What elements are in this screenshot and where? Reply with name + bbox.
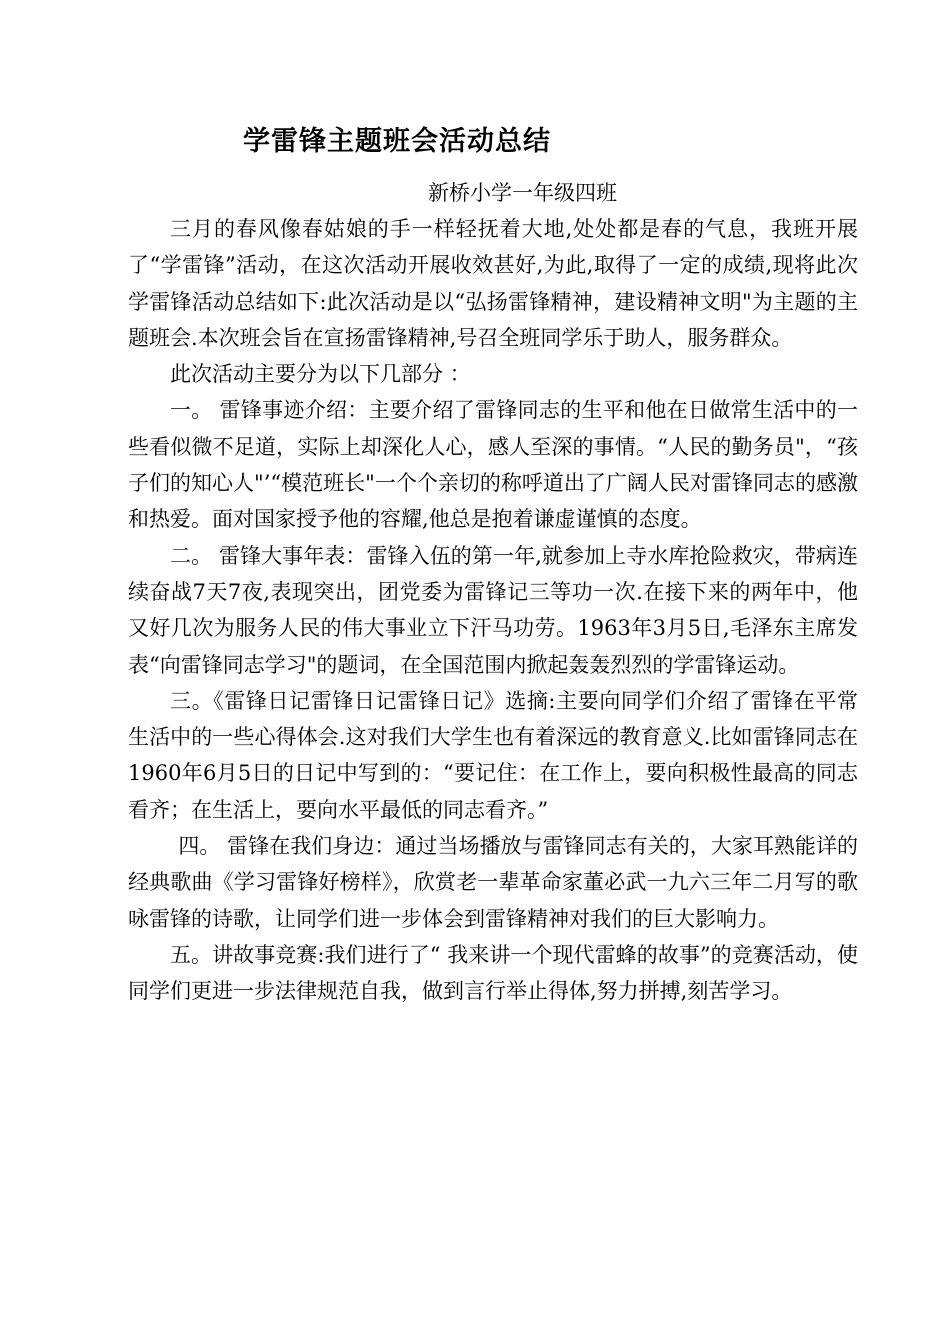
paragraph-part-3: 三。《雷锋日记雷锋日记雷锋日记》选摘:主要向同学们介绍了雷锋在平常生活中的一些心得体会.这对我们大学生也有着深远的教育意义.比如雷锋同志在1960年6月5日的日记中写到的：“要记住：在工作上，要向积极性最高的同志看齐；在生活上，要向水平最低的同志看齐。” [128, 688, 858, 822]
paragraph-part-4: 四。 雷锋在我们身边：通过当场播放与雷锋同志有关的，大家耳熟能详的经典歌曲《学习雷锋好榜样》，欣赏老一辈革命家董必武一九六三年二月写的歌咏雷锋的诗歌，让同学们进一步体会到雷锋精神对我们的巨大影响力。 [128, 834, 858, 931]
document-body [128, 211, 858, 1010]
paragraph-part-5: 五。讲故事竞赛:我们进行了“ 我来讲一个现代雷蜂的故事”的竞赛活动，使同学们更进一步法律规范自我，做到言行举止得体,努力拼搏,刻苦学习。 [128, 942, 858, 1004]
document-subtitle: 新桥小学一年级四班 [428, 181, 617, 205]
paragraph-intro: 三月的春风像春姑娘的手一样轻抚着大地,处处都是春的气息，我班开展了“学雷锋”活动，在这次活动开展收效甚好,为此,取得了一定的成绩,现将此次学雷锋活动总结如下:此次活动是以“弘扬雷锋精神，建设精神文明"为主题的主题班会.本次班会旨在宣扬雷锋精神,号召全班同学乐于助人，服务群众。 [128, 217, 858, 350]
document-title: 学雷锋主题班会活动总结 [243, 126, 551, 157]
paragraph-part-1: 一。 雷锋事迹介绍：主要介绍了雷锋同志的生平和他在日做常生活中的一些看似微不足道，实际上却深化人心，感人至深的事情。“人民的勤务员"，“孩子们的知心人"’“模范班长"一个个亲切的称呼道出了广阔人民对雷锋同志的感激和热爱。面对国家授予他的容耀,他总是抱着谦虚谨慎的态度。 [128, 398, 858, 532]
paragraph-part-2: 二。 雷锋大事年表：雷锋入伍的第一年,就参加上寺水库抢险救灾，带病连续奋战7天7夜,表现突出，团党委为雷锋记三等功一次.在接下来的两年中，他又好几次为服务人民的伟大事业立下汗马功劳。1963年3月5日,毛泽东主席发表“向雷锋同志学习"的题词，在全国范围内掀起轰轰烈烈的学雷锋运动。 [128, 543, 858, 677]
paragraph-overview: 此次活动主要分为以下几部分 ： [170, 362, 471, 387]
